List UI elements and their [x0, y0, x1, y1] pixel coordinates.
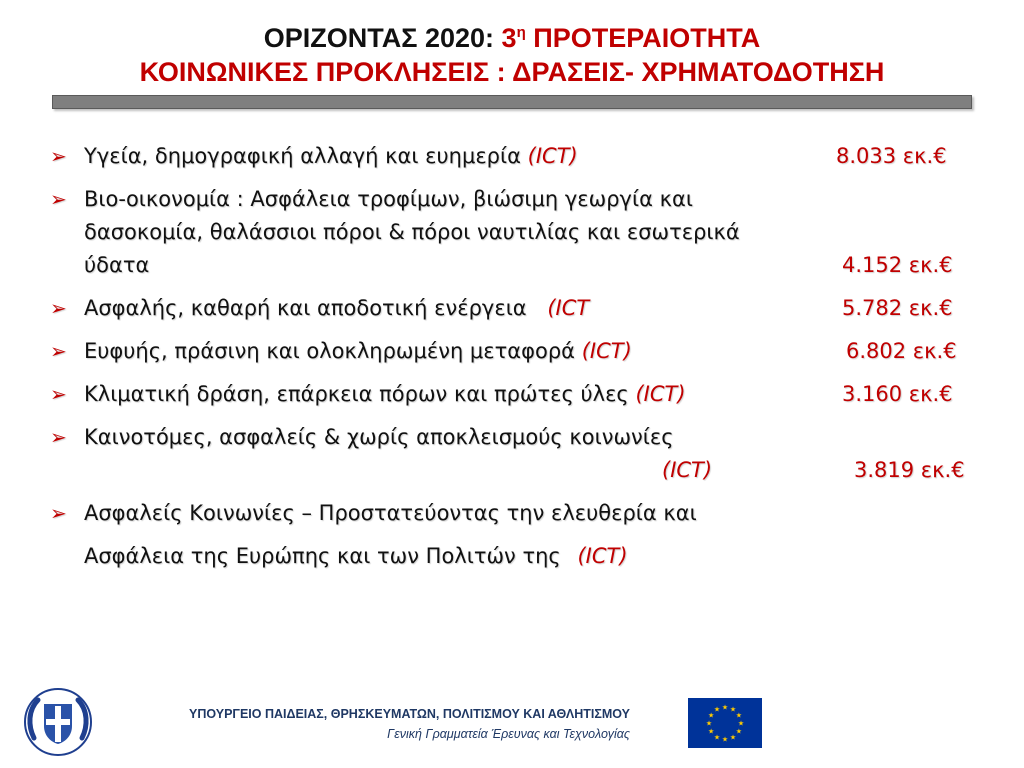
eu-star-icon: ★: [705, 720, 713, 728]
item-text: δασοκομία, θαλάσσιοι πόροι & πόροι ναυτιλίας και εσωτερικά: [84, 220, 740, 244]
secretariat-name: Γενική Γραμματεία Έρευνας και Τεχνολογίας: [387, 727, 630, 741]
item-text: Ευφυής, πράσινη και ολοκληρωμένη μεταφορά: [84, 339, 576, 363]
eu-star-icon: ★: [735, 712, 742, 720]
arrow-bullet-icon: ➢: [50, 339, 67, 363]
list-item: [48, 183, 998, 282]
item-text: Κλιματική δράση, επάρκεια πόρων και πρώτες ύλες: [84, 382, 629, 406]
list-item: [48, 292, 998, 325]
arrow-bullet-icon: ➢: [50, 501, 67, 525]
ministry-name: ΥΠΟΥΡΓΕΙΟ ΠΑΙΔΕΙΑΣ, ΘΡΗΣΚΕΥΜΑΤΩΝ, ΠΟΛΙΤΙΣΜΟΥ ΚΑΙ ΑΘΛΗΤΙΣΜΟΥ: [189, 707, 630, 721]
eu-flag-icon: [688, 698, 762, 748]
eu-star-icon: ★: [713, 706, 721, 714]
arrow-bullet-icon: ➢: [50, 187, 67, 211]
item-tag: (ICT): [662, 458, 713, 482]
title-line-1: [0, 16, 1024, 55]
item-tag: (ICT): [527, 144, 578, 168]
item-text: Υγεία, δημογραφική αλλαγή και ευημερία: [84, 144, 521, 168]
eu-star-icon: ★: [729, 734, 737, 742]
eu-star-icon: ★: [713, 734, 721, 742]
item-tag: (ICT: [547, 296, 590, 320]
item-text: Ασφαλής, καθαρή και αποδοτική ενέργεια: [84, 296, 527, 320]
list-item: [48, 335, 998, 368]
list-item: [48, 378, 998, 411]
item-text: ύδατα: [84, 253, 150, 277]
title-line-2: ΚΟΙΝΩΝΙΚΕΣ ΠΡΟΚΛΗΣΕΙΣ : ΔΡΑΣΕΙΣ- ΧΡΗΜΑΤΟΔΟΤΗΣΗ: [139, 57, 885, 87]
eu-star-icon: ★: [737, 720, 745, 728]
item-amount: 5.782 εκ.€: [842, 296, 953, 320]
arrow-bullet-icon: ➢: [50, 382, 67, 406]
item-amount: 8.033 εκ.€: [836, 144, 947, 168]
title-divider: [52, 95, 972, 109]
item-tag: (ICT): [577, 544, 628, 568]
eu-star-icon: ★: [708, 728, 715, 736]
eu-star-icon: ★: [729, 706, 737, 714]
item-amount: 3.819 εκ.€: [854, 458, 965, 482]
challenges-list: [48, 140, 998, 583]
slide-title: [0, 16, 1024, 89]
item-amount: 6.802 εκ.€: [846, 339, 957, 363]
list-item: [48, 421, 998, 487]
arrow-bullet-icon: ➢: [50, 144, 67, 168]
item-text: Ασφαλείς Κοινωνίες – Προστατεύοντας την ελευθερία και: [84, 501, 697, 525]
item-tag: (ICT): [635, 382, 686, 406]
title-program: ΟΡΙΖΟΝΤΑΣ 2020:: [263, 23, 495, 53]
greek-emblem-icon: [22, 686, 94, 758]
item-amount: 4.152 εκ.€: [842, 253, 953, 277]
item-text: Καινοτόμες, ασφαλείς & χωρίς αποκλεισμούς κοινωνίες: [84, 425, 674, 449]
item-amount: 3.160 εκ.€: [842, 382, 953, 406]
arrow-bullet-icon: ➢: [50, 296, 67, 320]
arrow-bullet-icon: ➢: [50, 425, 67, 449]
list-item: [48, 497, 998, 573]
eu-star-icon: ★: [721, 736, 729, 744]
title-priority: $3^\eta$ ΠΡΟΤΕΡΑΙΟΤΗΤΑ: [501, 23, 761, 53]
item-text: Βιο-οικονομία : Ασφάλεια τροφίμων, βιώσιμη γεωργία και: [84, 187, 693, 211]
eu-star-icon: ★: [735, 728, 742, 736]
eu-star-icon: ★: [721, 704, 729, 712]
item-tag: (ICT): [581, 339, 632, 363]
item-text: Ασφάλεια της Ευρώπης και των Πολιτών της: [84, 544, 561, 568]
footer-credits: [100, 704, 630, 744]
list-item: [48, 140, 998, 173]
eu-star-icon: ★: [708, 712, 715, 720]
